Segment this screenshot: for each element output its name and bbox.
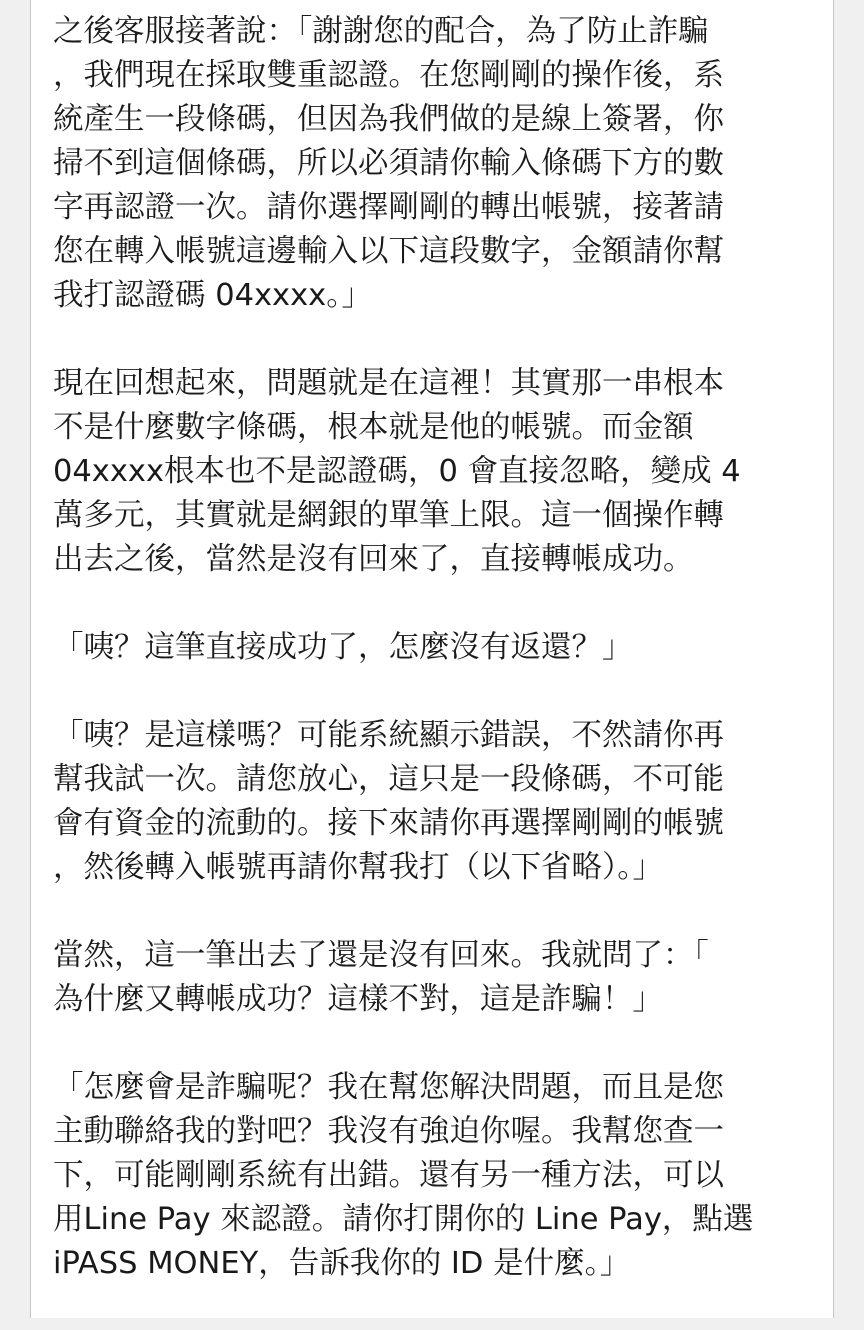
- text-line: 您在轉入帳號這邊輸入以下這段數字，金額請你幫: [53, 234, 724, 269]
- paragraph-4: [53, 714, 793, 890]
- text-line: 下，可能剛剛系統有出錯。還有另一種方法，可以: [53, 1158, 724, 1193]
- text-line: ，我們現在採取雙重認證。在您剛剛的操作後，系: [53, 58, 724, 93]
- text-line: 04xxxx根本也不是認證碼，0 會直接忽略，變成 4: [53, 454, 741, 489]
- text-line: 萬多元，其實就是網銀的單筆上限。這一個操作轉: [53, 498, 724, 533]
- paragraph-2: [53, 362, 793, 582]
- text-line: 主動聯絡我的對吧？我沒有強迫你喔。我幫您查一: [53, 1114, 724, 1149]
- paragraph-3: [53, 626, 793, 670]
- article-body: [53, 10, 793, 1330]
- text-line: 掃不到這個條碼，所以必須請你輸入條碼下方的數: [53, 146, 724, 181]
- text-line: 我打認證碼 04xxxx。」: [53, 278, 372, 313]
- paragraph-6: [53, 1066, 793, 1286]
- text-line: iPASS MONEY，告訴我你的 ID 是什麼。」: [53, 1246, 631, 1281]
- text-line: 統產生一段條碼，但因為我們做的是線上簽署，你: [53, 102, 724, 137]
- article-page: [30, 0, 834, 1318]
- text-line: 「怎麼會是詐騙呢？我在幫您解決問題，而且是您: [53, 1070, 724, 1105]
- text-line: ，然後轉入帳號再請你幫我打（以下省略）。」: [53, 850, 663, 885]
- text-line: 會有資金的流動的。接下來請你再選擇剛剛的帳號: [53, 806, 724, 841]
- text-line: 出去之後，當然是沒有回來了，直接轉帳成功。: [53, 542, 694, 577]
- text-line: 字再認證一次。請你選擇剛剛的轉出帳號，接著請: [53, 190, 724, 225]
- text-line: 之後客服接著說：「謝謝您的配合，為了防止詐騙: [53, 14, 709, 49]
- text-line: 為什麼又轉帳成功？這樣不對，這是詐騙！」: [53, 982, 663, 1017]
- paragraph-5: [53, 934, 793, 1022]
- text-line: 「咦？是這樣嗎？可能系統顯示錯誤，不然請你再: [53, 718, 724, 753]
- text-line: 當然，這一筆出去了還是沒有回來。我就問了：「: [53, 938, 709, 973]
- text-line: 現在回想起來，問題就是在這裡！其實那一串根本: [53, 366, 724, 401]
- text-line: 用Line Pay 來認證。請你打開你的 Line Pay，點選: [53, 1202, 754, 1237]
- text-line: 幫我試一次。請您放心，這只是一段條碼，不可能: [53, 762, 724, 797]
- text-line: 「咦？這筆直接成功了，怎麼沒有返還？」: [53, 630, 633, 665]
- paragraph-1: [53, 10, 793, 318]
- text-line: 不是什麼數字條碼，根本就是他的帳號。而金額: [53, 410, 694, 445]
